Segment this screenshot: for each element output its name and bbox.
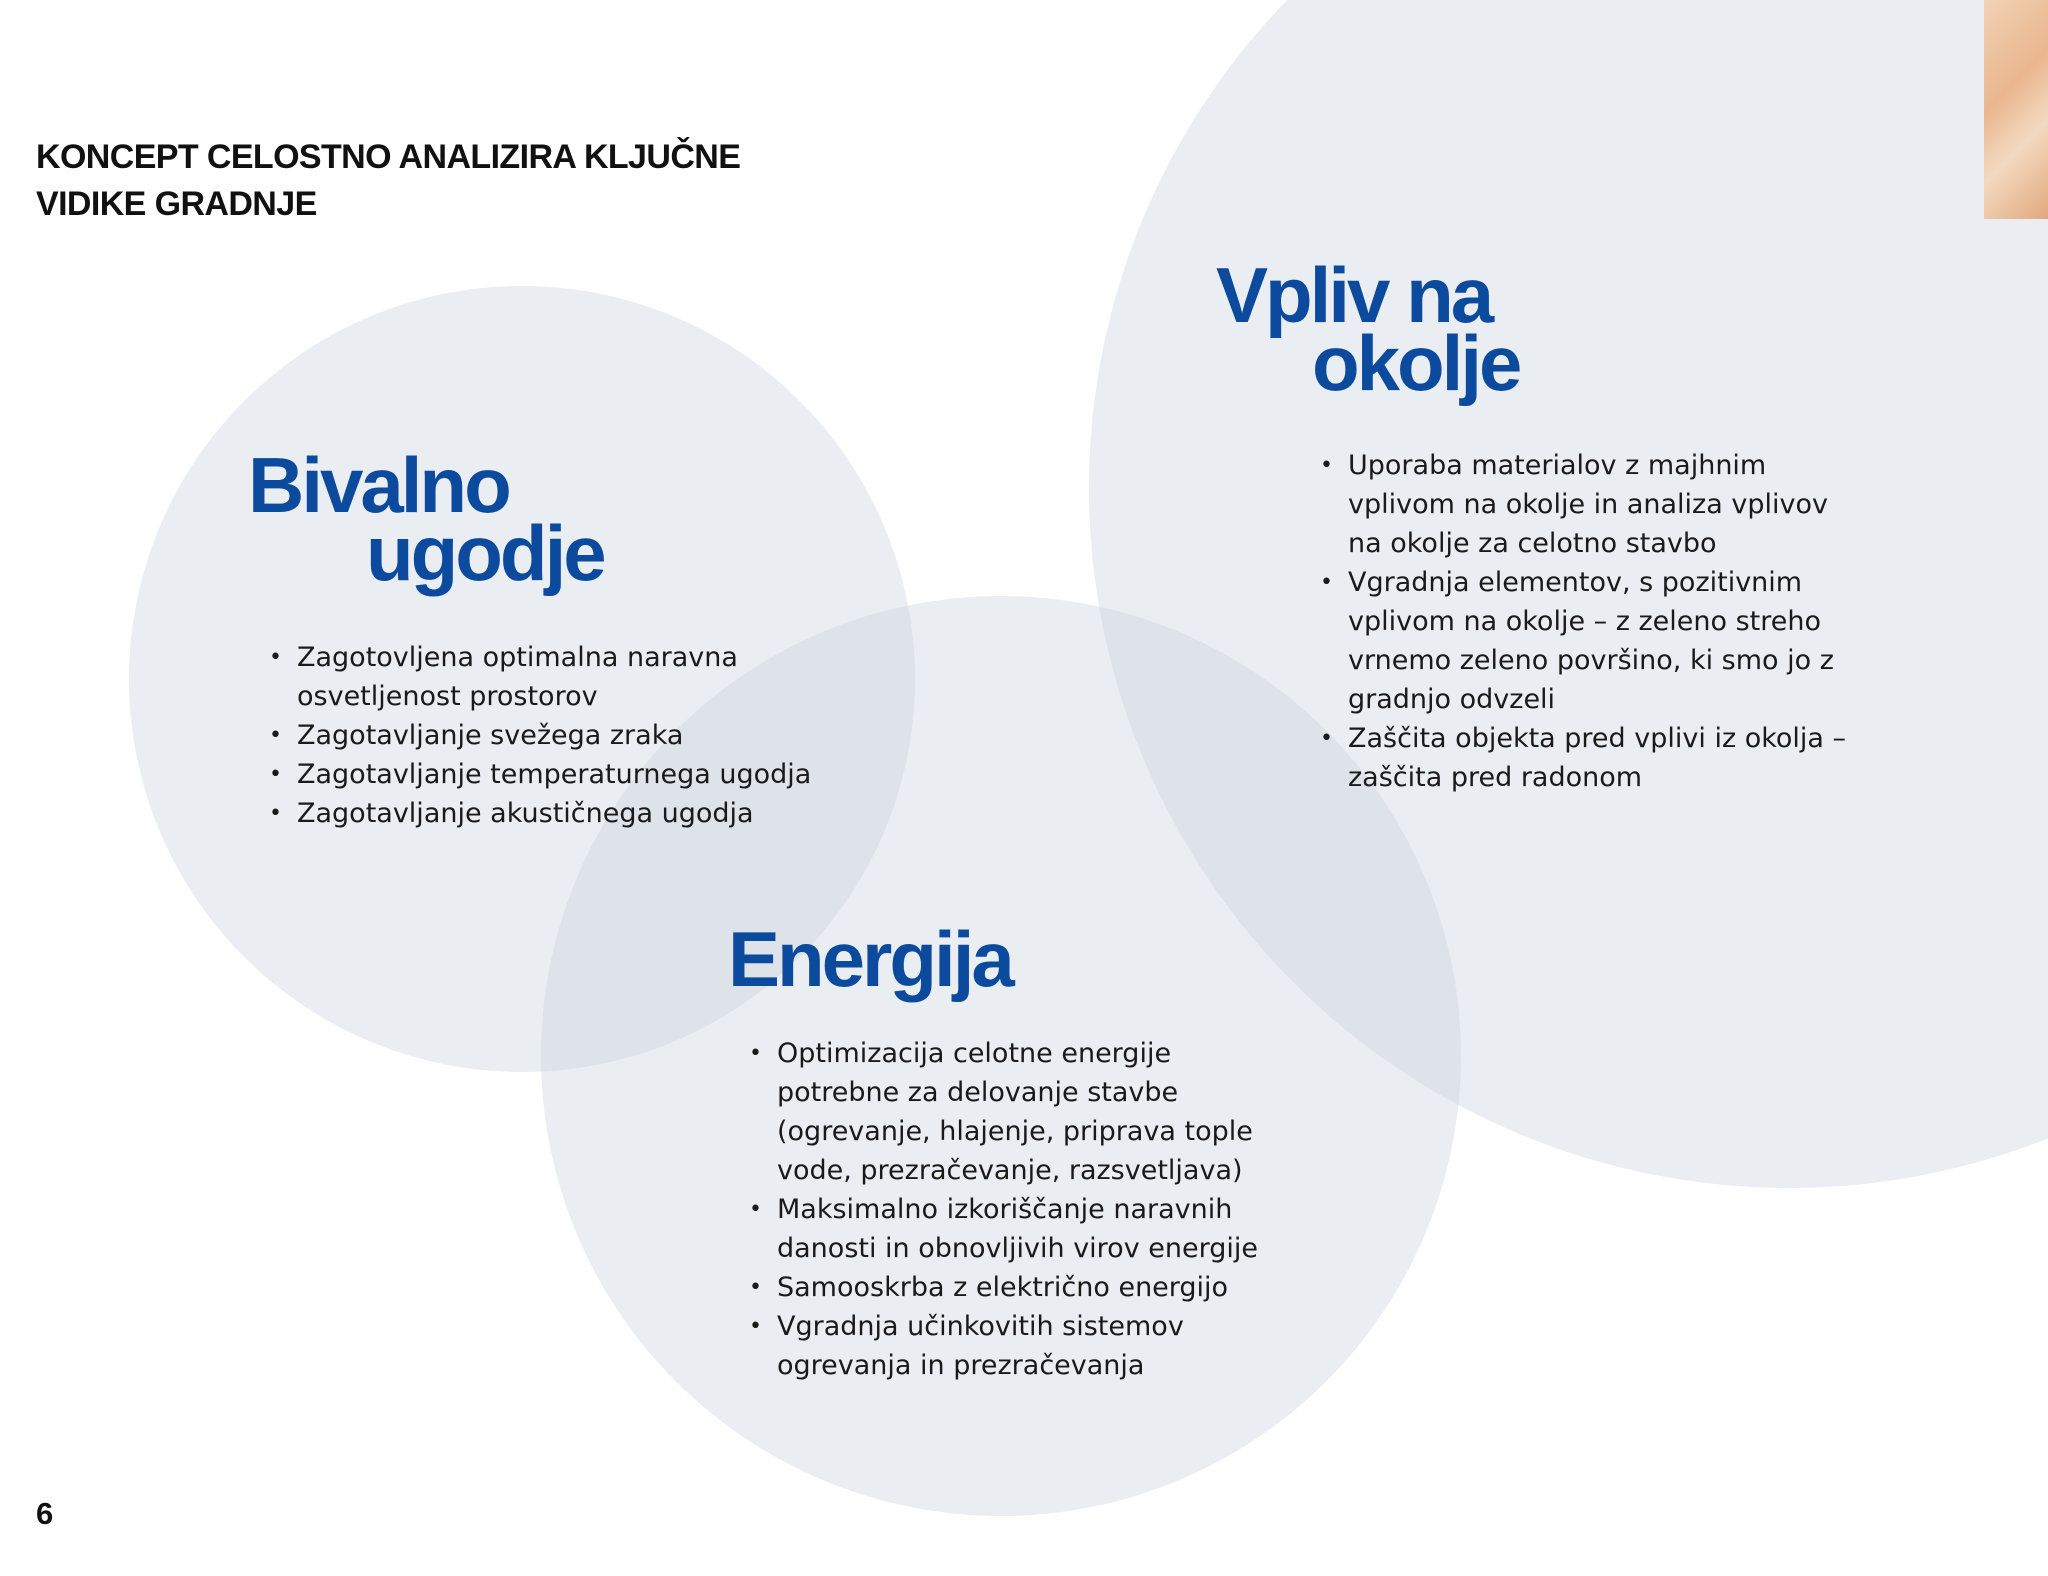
list-item-line: vrnemo zeleno površino, ki smo jo z bbox=[1348, 645, 1834, 676]
list-item bbox=[749, 1190, 1258, 1268]
heading-line: Energija bbox=[728, 915, 1012, 1003]
list-item-line: • Zagotovljena optimalna naravna bbox=[297, 642, 738, 673]
list-item-line: danosti in obnovljivih virov energije bbox=[777, 1233, 1258, 1264]
list-item-line: na okolje za celotno stavbo bbox=[1348, 528, 1717, 559]
heading-line: ugodje bbox=[366, 509, 604, 597]
list-item-line: zaščita pred radonom bbox=[1348, 762, 1643, 793]
list-item-line: • Zagotavljanje akustičnega ugodja bbox=[297, 798, 754, 829]
list-item-line: osvetljenost prostorov bbox=[297, 681, 598, 712]
page-title bbox=[36, 134, 740, 228]
list-item-line: • Zaščita objekta pred vplivi iz okolja – bbox=[1348, 723, 1847, 754]
heading-vpliv-na-okolje bbox=[1216, 251, 1520, 407]
list-item-line: • Vgradnja elementov, s pozitivnim bbox=[1348, 567, 1803, 598]
list-item-line: potrebne za delovanje stavbe bbox=[777, 1077, 1179, 1108]
list-item-line: vode, prezračevanje, razsvetljava) bbox=[777, 1155, 1243, 1186]
page-number: 6 bbox=[36, 1496, 54, 1531]
vpliv-na-okolje-list bbox=[1320, 446, 1846, 797]
bivalno-ugodje-list bbox=[269, 638, 811, 833]
heading-bivalno-ugodje bbox=[248, 441, 604, 597]
page-title-line: VIDIKE GRADNJE bbox=[36, 185, 317, 223]
list-item-line: • Zagotavljanje temperaturnega ugodja bbox=[297, 759, 812, 790]
list-item bbox=[269, 755, 811, 794]
list-item-line: (ogrevanje, hlajenje, priprava tople bbox=[777, 1116, 1253, 1147]
list-item bbox=[1320, 563, 1846, 719]
list-item bbox=[269, 638, 811, 716]
list-item-line: • Optimizacija celotne energije bbox=[777, 1038, 1172, 1069]
list-item-line: ogrevanja in prezračevanja bbox=[777, 1350, 1145, 1381]
list-item bbox=[749, 1034, 1258, 1190]
list-item-line: gradnjo odvzeli bbox=[1348, 684, 1556, 715]
page-title-line: KONCEPT CELOSTNO ANALIZIRA KLJUČNE bbox=[36, 138, 741, 176]
list-item bbox=[269, 716, 811, 755]
corner-photo bbox=[1984, 0, 2048, 219]
list-item bbox=[1320, 446, 1846, 563]
list-item-line: vplivom na okolje in analiza vplivov bbox=[1348, 489, 1828, 520]
list-item bbox=[1320, 719, 1846, 797]
heading-line: Vpliv na bbox=[1216, 251, 1492, 339]
energija-list bbox=[749, 1034, 1258, 1385]
list-item bbox=[749, 1307, 1258, 1385]
list-item bbox=[749, 1268, 1258, 1307]
heading-energija bbox=[728, 915, 1012, 1003]
list-item-line: • Uporaba materialov z majhnim bbox=[1348, 450, 1767, 481]
heading-line: okolje bbox=[1312, 319, 1520, 407]
heading-line: Bivalno bbox=[248, 441, 509, 529]
list-item-line: • Maksimalno izkoriščanje naravnih bbox=[777, 1194, 1233, 1225]
list-item-line: • Zagotavljanje svežega zraka bbox=[297, 720, 684, 751]
list-item-line: • Vgradnja učinkovitih sistemov bbox=[777, 1311, 1184, 1342]
list-item-line: vplivom na okolje – z zeleno streho bbox=[1348, 606, 1822, 637]
list-item-line: • Samooskrba z električno energijo bbox=[777, 1272, 1229, 1303]
list-item bbox=[269, 794, 811, 833]
